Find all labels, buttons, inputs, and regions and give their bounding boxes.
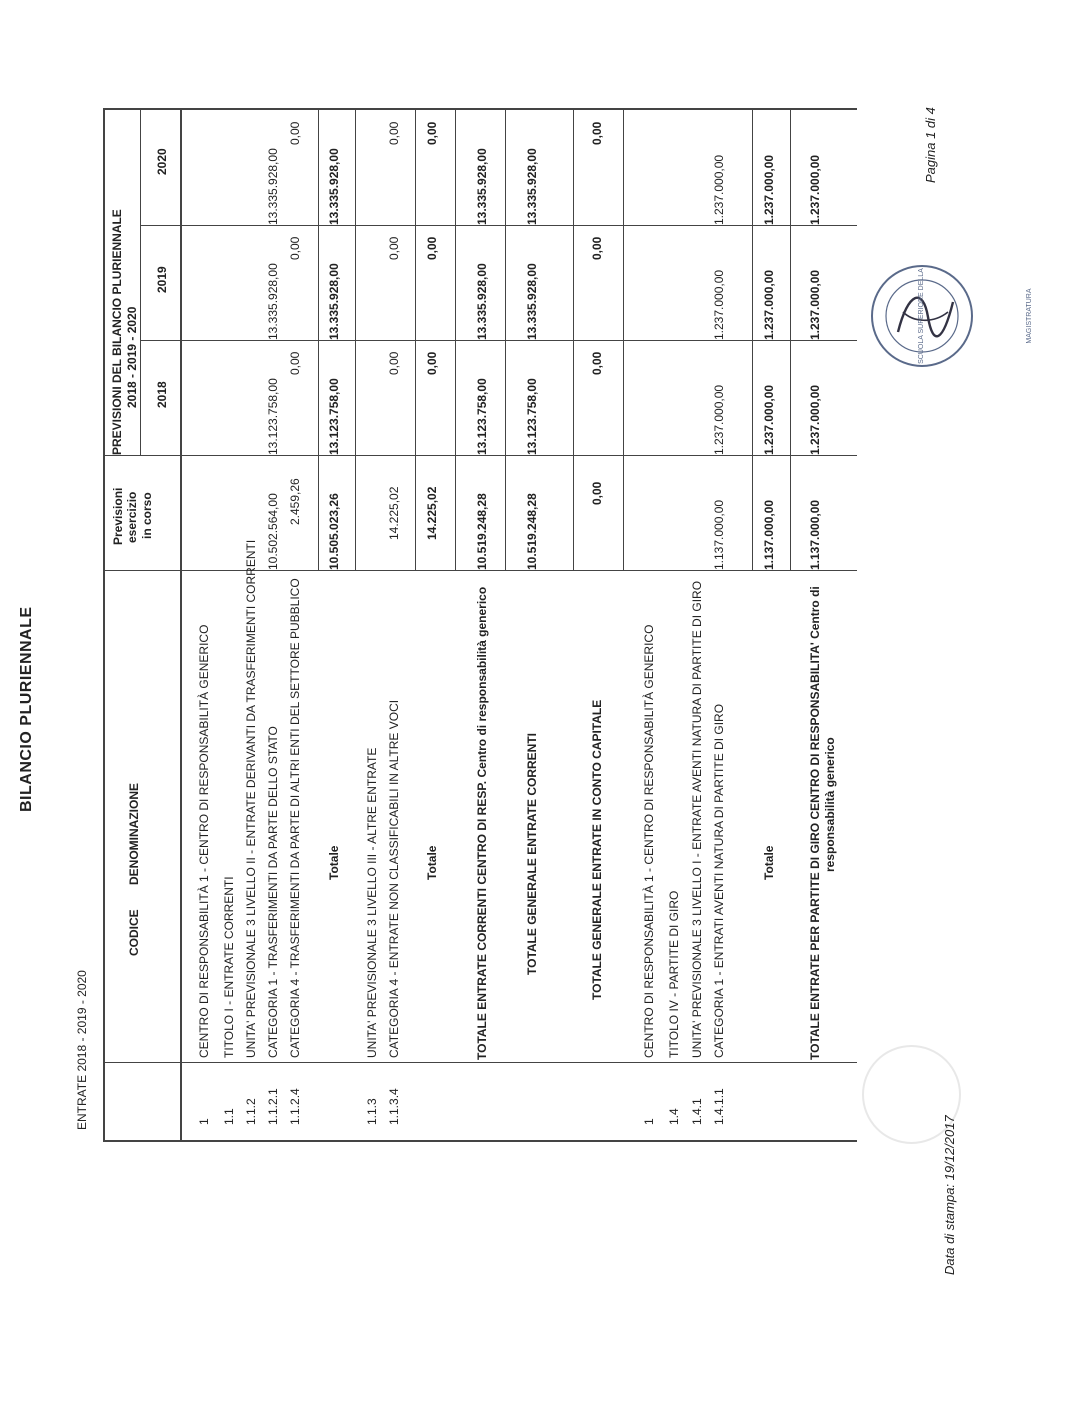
row-desc: TITOLO I - ENTRATE CORRENTI (222, 876, 236, 1058)
row-2019: 13.335.928,00 (525, 263, 539, 340)
row-prev: 1.137.000,00 (808, 499, 822, 570)
row-desc: CENTRO DI RESPONSABILITÀ 1 - CENTRO DI RESPONSABILITÀ GENERICO (642, 624, 656, 1058)
row-desc-total: Totale (762, 845, 776, 880)
header-previsioni-2: esercizio (125, 491, 139, 543)
row-2020: 13.335.928,00 (525, 148, 539, 225)
pluriennale-header-divider (140, 108, 141, 455)
row-desc: CATEGORIA 4 - ENTRATE NON CLASSIFICABILI IN ALTRE VOCI (387, 699, 401, 1058)
row-2018: 13.123.758,00 (266, 378, 280, 455)
header-previsioni-1: Previsioni (111, 487, 125, 545)
row-2019: 13.335.928,00 (266, 263, 280, 340)
header-2019: 2019 (155, 266, 169, 293)
row-2018: 0,00 (425, 351, 439, 375)
row-2020: 13.335.928,00 (327, 148, 341, 225)
document-subtitle: ENTRATE 2018 - 2019 - 2020 (75, 970, 89, 1130)
print-date: Data di stampa: 19/12/2017 (942, 1115, 957, 1275)
row-2020: 13.335.928,00 (266, 148, 280, 225)
table-top-border (103, 108, 105, 1140)
col-sep-code (103, 1062, 857, 1063)
row-2019: 0,00 (425, 236, 439, 260)
row-desc-total: TOTALE GENERALE ENTRATE CORRENTI (525, 732, 539, 975)
col-sep-previsioni (103, 455, 857, 456)
row-desc-total: Totale (425, 845, 439, 880)
row-code: 1.1 (222, 1108, 236, 1125)
header-previsioni-3: in corso (140, 492, 154, 539)
col-sep-2019 (140, 225, 857, 226)
row-desc: CATEGORIA 1 - TRASFERIMENTI DA PARTE DELLO STATO (266, 726, 280, 1058)
row-2018: 0,00 (387, 351, 401, 375)
row-2019: 1.237.000,00 (808, 269, 822, 340)
row-2020: 1.237.000,00 (808, 154, 822, 225)
row-code: 1 (642, 1118, 656, 1125)
row-2020: 1.237.000,00 (762, 154, 776, 225)
row-sep-8 (752, 108, 753, 571)
row-2020: 0,00 (425, 121, 439, 145)
header-2018: 2018 (155, 381, 169, 408)
row-code: 1.1.3 (365, 1098, 379, 1125)
page-number: Pagina 1 di 4 (923, 107, 938, 183)
row-sep-3 (415, 108, 416, 571)
row-code: 1.1.3.4 (387, 1088, 401, 1125)
row-desc: CATEGORIA 4 - TRASFERIMENTI DA PARTE DI ALTRI ENTI DEL SETTORE PUBBLICO (288, 578, 302, 1058)
row-2018: 13.123.758,00 (475, 378, 489, 455)
row-2020: 0,00 (590, 121, 604, 145)
document-title: BILANCIO PLURIENNALE (18, 606, 35, 812)
row-prev: 10.505.023,26 (327, 493, 341, 570)
row-code: 1.4 (667, 1108, 681, 1125)
stamp-text: SCUOLA SUPERIORE DELLA MAGISTRATURA (918, 268, 1033, 364)
row-2019: 1.237.000,00 (762, 269, 776, 340)
row-2018: 13.123.758,00 (525, 378, 539, 455)
row-sep-6 (573, 108, 574, 571)
row-prev: 2.459,26 (288, 478, 302, 525)
row-2020: 0,00 (387, 121, 401, 145)
row-prev: 0,00 (590, 481, 604, 505)
row-desc: UNITA' PREVISIONALE 3 LIVELLO I - ENTRATE AVENTI NATURA DI PARTITE DI GIRO (690, 580, 704, 1058)
row-desc: UNITA' PREVISIONALE 3 LIVELLO III - ALTRE ENTRATE (365, 747, 379, 1058)
row-2018: 13.123.758,00 (327, 378, 341, 455)
header-denominazione: DENOMINAZIONE (127, 783, 141, 885)
row-2018: 0,00 (288, 351, 302, 375)
row-code: 1 (197, 1118, 211, 1125)
row-2019: 0,00 (387, 236, 401, 260)
row-2020: 13.335.928,00 (475, 148, 489, 225)
header-pluriennale-2: 2018 - 2019 - 2020 (125, 306, 139, 408)
official-stamp (868, 262, 1033, 370)
row-2019: 13.335.928,00 (327, 263, 341, 340)
row-sep-1 (318, 108, 319, 571)
row-sep-4 (455, 108, 456, 571)
row-desc: UNITA' PREVISIONALE 3 LIVELLO II - ENTRATE DERIVANTI DA TRASFERIMENTI CORRENTI (244, 539, 258, 1058)
row-sep-5 (505, 108, 506, 571)
row-2019: 0,00 (590, 236, 604, 260)
row-code: 1.4.1.1 (712, 1088, 726, 1125)
row-desc-total-line2: responsabilità generico (823, 737, 837, 872)
row-desc: CENTRO DI RESPONSABILITÀ 1 - CENTRO DI RESPONSABILITÀ GENERICO (197, 624, 211, 1058)
row-desc: TITOLO IV - PARTITE DI GIRO (667, 890, 681, 1058)
row-code: 1.1.2.1 (266, 1088, 280, 1125)
row-sep-2 (355, 108, 356, 571)
row-2019: 1.237.000,00 (712, 269, 726, 340)
header-pluriennale-1: PREVISIONI DEL BILANCIO PLURIENNALE (110, 209, 124, 455)
row-desc-total: TOTALE ENTRATE PER PARTITE DI GIRO CENTRO DI RESPONSABILITA' Centro di (808, 586, 822, 1060)
row-code: 1.1.2 (244, 1098, 258, 1125)
row-2018: 1.237.000,00 (712, 384, 726, 455)
row-prev: 1.137.000,00 (712, 499, 726, 570)
row-code: 1.1.2.4 (288, 1088, 302, 1125)
col-sep-denominazione (103, 570, 857, 571)
row-code: 1.4.1 (690, 1098, 704, 1125)
faint-stamp-bleed (862, 1045, 961, 1144)
row-prev: 14.225,02 (425, 486, 439, 540)
row-2020: 1.237.000,00 (712, 154, 726, 225)
row-sep-9 (790, 108, 791, 571)
header-bottom-border (180, 108, 182, 1140)
header-codice: CODICE (127, 909, 141, 956)
col-sep-2018 (140, 340, 857, 341)
row-desc: CATEGORIA 1 - ENTRATI AVENTI NATURA DI PARTITE DI GIRO (712, 703, 726, 1058)
row-desc-total: Totale (327, 845, 341, 880)
row-2020: 0,00 (288, 121, 302, 145)
row-2018: 1.237.000,00 (762, 384, 776, 455)
row-sep-7 (623, 108, 624, 571)
header-2020: 2020 (155, 148, 169, 175)
row-2019: 0,00 (288, 236, 302, 260)
row-prev: 14.225,02 (387, 486, 401, 540)
table-left-border (103, 1140, 857, 1142)
row-2018: 0,00 (590, 351, 604, 375)
row-desc-total: TOTALE ENTRATE CORRENTI CENTRO DI RESP. Centro di responsabilità generico (475, 586, 489, 1060)
row-prev: 10.519.248,28 (525, 493, 539, 570)
row-desc-total: TOTALE GENERALE ENTRATE IN CONTO CAPITALE (590, 699, 604, 1000)
row-2018: 1.237.000,00 (808, 384, 822, 455)
row-prev: 1.137.000,00 (762, 499, 776, 570)
table-right-border (103, 108, 857, 110)
row-2019: 13.335.928,00 (475, 263, 489, 340)
row-prev: 10.502.564,00 (266, 493, 280, 570)
row-prev: 10.519.248,28 (475, 493, 489, 570)
